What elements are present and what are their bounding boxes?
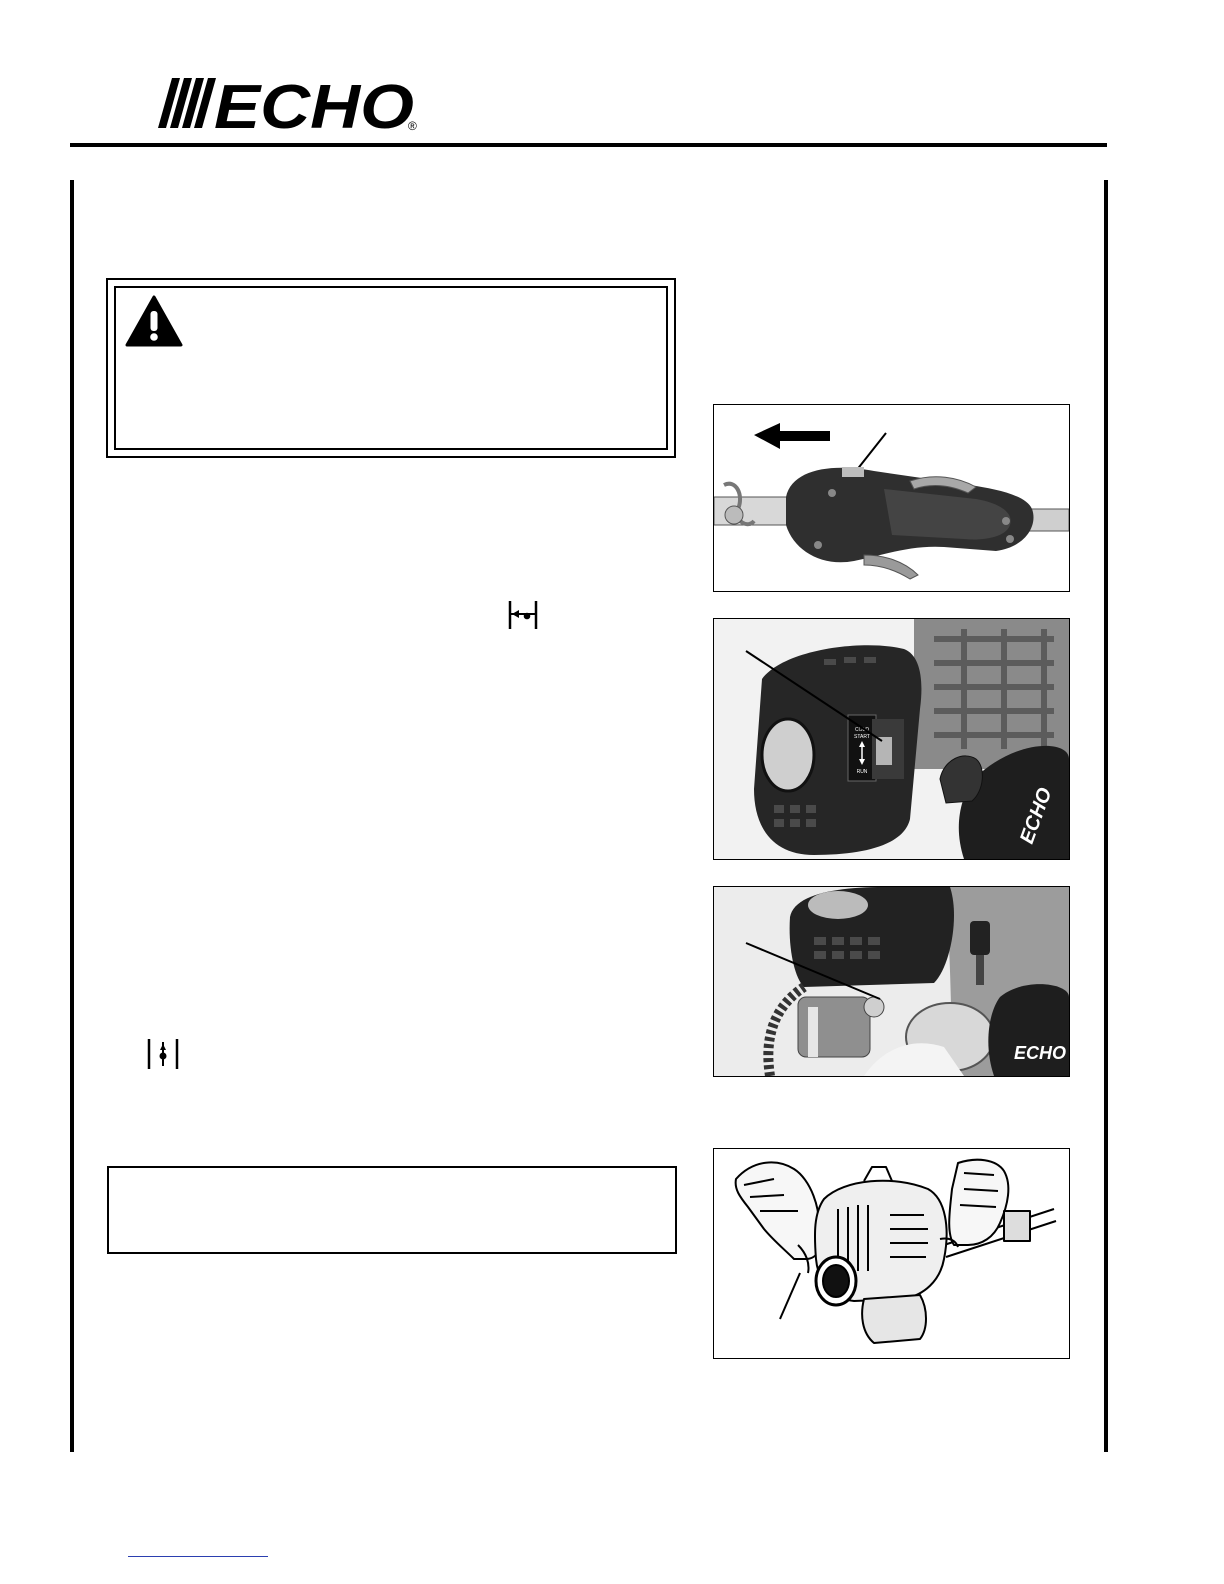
figure-purge-bulb [713,886,1070,1077]
svg-text:ECHO: ECHO [1016,784,1057,847]
throttle-lock-symbol-icon [507,600,539,630]
svg-text:ECHO: ECHO [1014,1043,1067,1063]
footer-link-underline[interactable] [128,1556,268,1557]
direction-arrow-icon [754,423,830,449]
echo-logo [150,70,440,136]
warning-triangle-icon [124,294,184,348]
left-margin-bar [70,180,74,1452]
decal-cold: COLD [855,727,869,733]
registered-mark: ® [408,119,417,133]
figure-throttle-handle [713,404,1070,592]
figure-choke-lever [713,618,1070,860]
choke-open-symbol-icon [146,1038,180,1070]
right-margin-bar [1104,180,1108,1452]
decal-start: START [854,734,870,740]
logo-wordmark: ECHO [214,73,414,136]
figure-starter-pull [713,1148,1070,1359]
decal-run: RUN [856,769,868,775]
warning-box-inner [114,286,668,450]
header-rule [70,143,1107,147]
note-box [107,1166,677,1254]
